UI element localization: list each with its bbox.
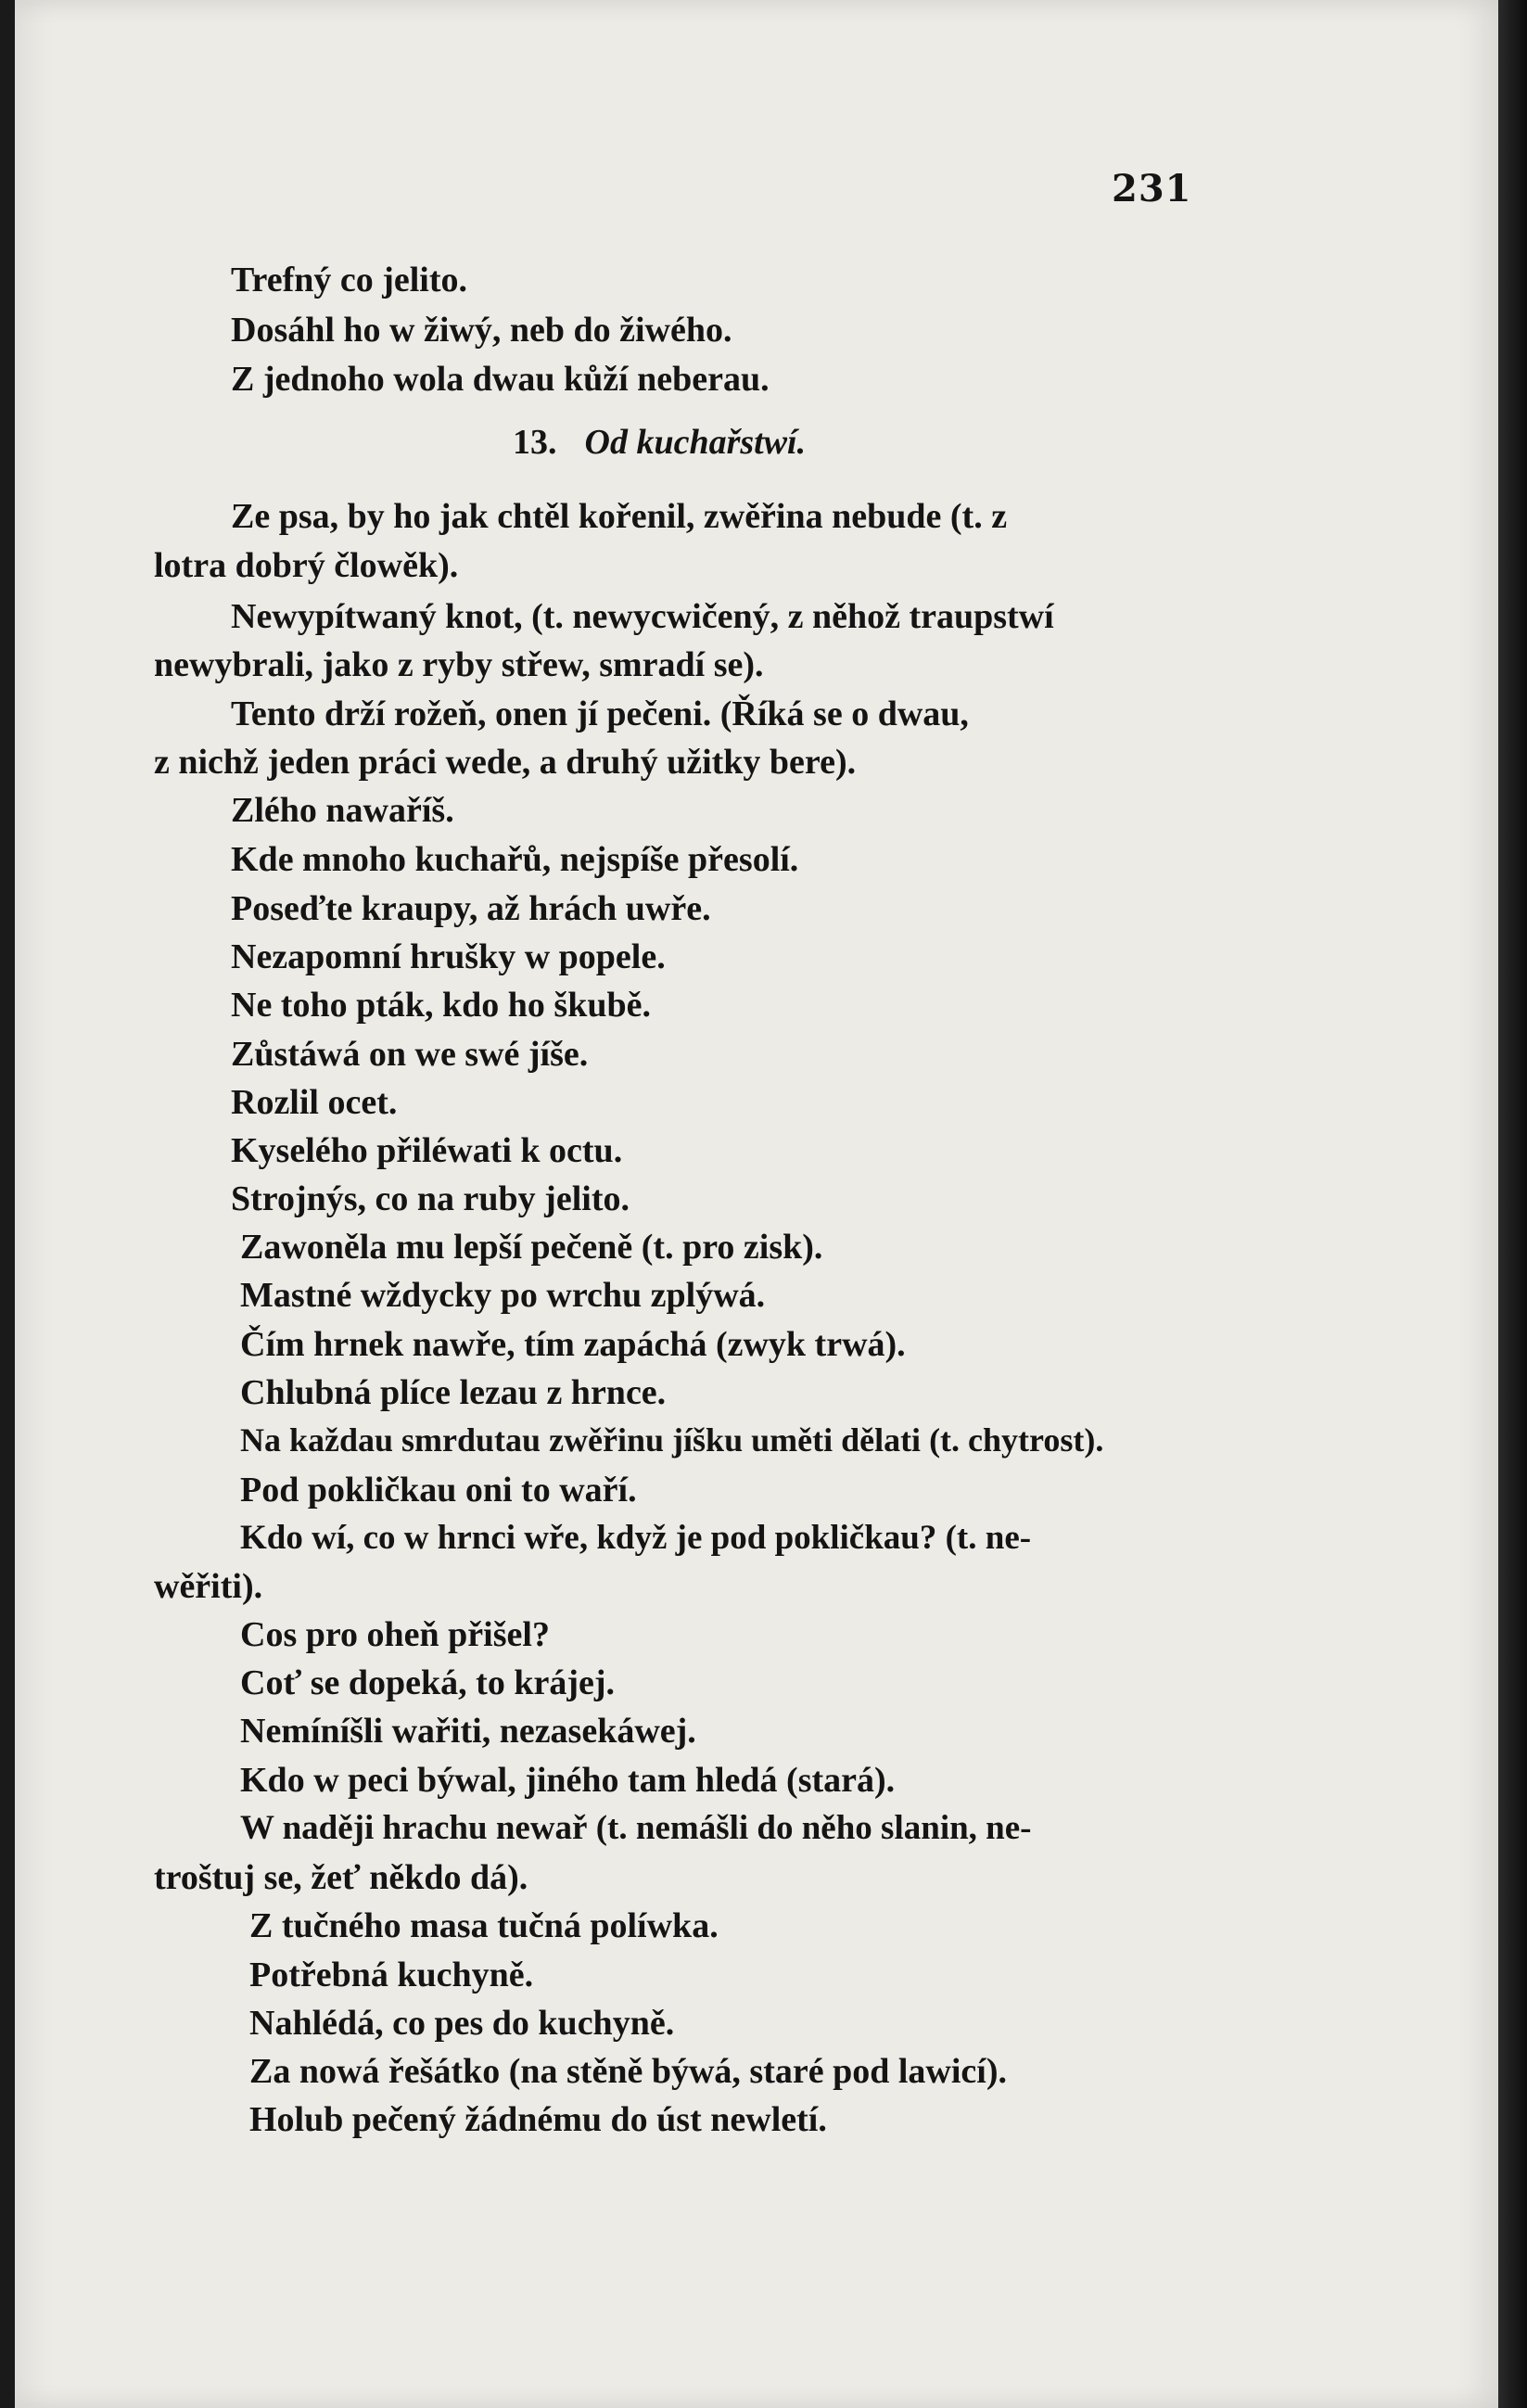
text-line: Na každau smrdutau zwěřinu jíšku uměti dělati (t. chytrost).	[240, 1421, 1104, 1459]
text-line: W naději hrachu newař (t. nemášli do něho slanin, ne-	[240, 1809, 1032, 1847]
text-line: Rozlil ocet.	[231, 1083, 398, 1122]
text-line: Zlého nawaříš.	[231, 791, 454, 830]
text-line: Kdo w peci býwal, jiného tam hledá (stará).	[240, 1761, 896, 1800]
text-line: Kde mnoho kuchařů, nejspíše přesolí.	[231, 840, 799, 879]
bleed-through-decoration	[664, 264, 672, 299]
section-number: 13.	[513, 423, 557, 462]
page-edge-shadow	[1498, 0, 1527, 2408]
text-line: Poseďte kraupy, až hrách uwře.	[231, 889, 711, 928]
text-line: Chlubná plíce lezau z hrnce.	[240, 1373, 667, 1412]
text-line: Potřebná kuchyně.	[249, 1956, 534, 1994]
text-line: Nahlédá, co pes do kuchyně.	[249, 2004, 675, 2043]
text-line: Pod pokličkau oni to waří.	[240, 1471, 637, 1510]
text-line: Nezapomní hrušky w popele.	[231, 937, 666, 976]
text-line: Mastné wždycky po wrchu zplýwá.	[240, 1276, 766, 1315]
text-line: Z tučného masa tučná políwka.	[249, 1906, 719, 1945]
text-line: Ze psa, by ho jak chtěl kořenil, zwěřina nebude (t. z	[231, 497, 1008, 536]
text-line: lotra dobrý člowěk).	[154, 546, 459, 585]
text-line: wěřiti).	[154, 1567, 263, 1606]
text-line: Kyselého přiléwati k octu.	[231, 1131, 623, 1170]
text-line: Cos pro oheň přišel?	[240, 1615, 550, 1654]
text-line: Čím hrnek nawře, tím zapáchá (zwyk trwá).	[240, 1325, 906, 1364]
text-line: Newypítwaný knot, (t. newycwičený, z něhož traupstwí	[231, 597, 1054, 636]
text-line: Strojnýs, co na ruby jelito.	[231, 1179, 630, 1218]
text-line: Zawoněla mu lepší pečeně (t. pro zisk).	[240, 1228, 823, 1267]
text-line: troštuj se, žeť někdo dá).	[154, 1858, 528, 1897]
book-page	[15, 0, 1498, 2408]
text-line: Kdo wí, co w hrnci wře, když je pod pokličkau? (t. ne-	[240, 1519, 1032, 1557]
text-line: newybrali, jako z ryby střew, smradí se).	[154, 645, 764, 684]
page-number: 231	[1112, 167, 1192, 210]
text-line: Holub pečený žádnému do úst newletí.	[249, 2100, 827, 2139]
section-heading	[513, 425, 806, 460]
text-line: Trefný co jelito.	[231, 261, 468, 299]
text-line: Tento drží rožeň, onen jí pečeni. (Říká se o dwau,	[231, 694, 969, 733]
section-title: Od kuchařstwí.	[584, 423, 807, 462]
text-line: Nemíníšli wařiti, nezasekáwej.	[240, 1712, 696, 1751]
text-line: Coť se dopeká, to krájej.	[240, 1663, 615, 1702]
text-line: Dosáhl ho w žiwý, neb do žiwého.	[231, 311, 732, 350]
text-line: z nichž jeden práci wede, a druhý užitky bere).	[154, 743, 857, 782]
text-line: Za nowá řešátko (na stěně býwá, staré pod lawicí).	[249, 2052, 1007, 2091]
text-line: Ne toho pták, kdo ho škubě.	[231, 986, 651, 1025]
text-line: Z jednoho wola dwau kůží neberau.	[231, 360, 770, 399]
text-line: Zůstáwá on we swé jíše.	[231, 1035, 589, 1074]
